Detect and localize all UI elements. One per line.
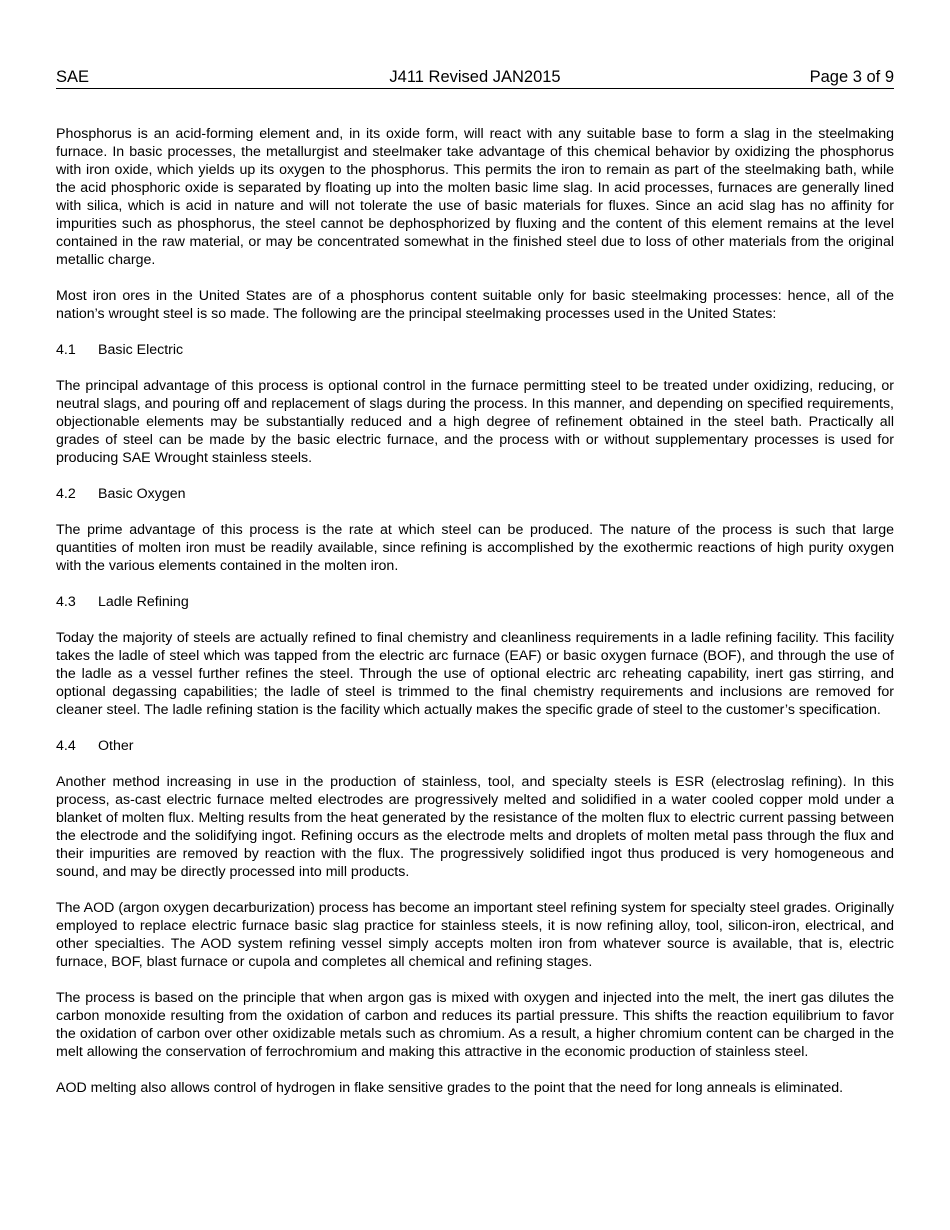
document-page — [56, 66, 894, 1115]
section-heading-4-2 — [56, 485, 894, 503]
paragraph-aod-hydrogen: AOD melting also allows control of hydrogen in flake sensitive grades to the point that the need for long anneals is eliminated. — [56, 1080, 844, 1096]
section-number: 4.3 — [56, 594, 76, 610]
paragraph-basic-electric: The principal advantage of this process is optional control in the furnace permitting steel to be treated under oxidizing, reducing, or neutral slags, and pouring off and replacement of slags during the process. In this manner, and depending on specified requirements, objectionable elements may be substantially reduced and a high degree of refinement obtained in the steel bath. Practically all grades of steel can be made by the basic electric furnace, and the process with or without supplementary processes is used for producing SAE Wrought stainless steels. — [56, 378, 894, 466]
section-title: Basic Oxygen — [98, 486, 186, 502]
section-number: 4.2 — [56, 486, 76, 502]
paragraph-iron-ores: Most iron ores in the United States are of a phosphorus content suitable only for basic steelmaking processes: hence, all of the nation’s wrought steel is so made. The following are the principal steelmaking processes used in the United States: — [56, 288, 894, 322]
section-number: 4.4 — [56, 738, 76, 754]
paragraph-aod-principle: The process is based on the principle that when argon gas is mixed with oxygen and injected into the melt, the inert gas dilutes the carbon monoxide resulting from the oxidation of carbon and reduces its partial pressure. This shifts the reaction equilibrium to favor the oxidation of carbon over other oxidizable metals such as chromium. As a result, a higher chromium content can be charged in the melt allowing the conservation of ferrochromium and making this attractive in the economic production of stainless steel. — [56, 990, 894, 1060]
section-heading-4-4 — [56, 737, 894, 755]
section-heading-4-1 — [56, 341, 894, 359]
paragraph-phosphorus: Phosphorus is an acid-forming element and, in its oxide form, will react with any suitable base to form a slag in the steelmaking furnace. In basic processes, the metallurgist and steelmaker take advantage of this chemical behavior by oxidizing the phosphorus with iron oxide, which yields up its oxygen to the phosphorus. This permits the iron to remain as part of the steelmaking bath, while the acid phosphoric oxide is separated by floating up into the molten basic lime slag. In acid processes, furnaces are generally lined with silica, which is acid in nature and will not tolerate the use of basic materials for fluxes. Since an acid slag has no affinity for impurities such as phosphorus, the steel cannot be dephosphorized by fluxing and the content of this element remains at the level contained in the raw material, or may be concentrated somewhat in the finished steel due to loss of other materials from the original metallic charge. — [56, 126, 894, 268]
header-doc-id: J411 Revised JAN2015 — [389, 68, 561, 86]
paragraph-basic-oxygen: The prime advantage of this process is the rate at which steel can be produced. The nature of the process is such that large quantities of molten iron must be readily available, since refining is accomplished by the exothermic reactions of high purity oxygen with the various elements contained in the molten iron. — [56, 522, 894, 574]
paragraph-aod-intro: The AOD (argon oxygen decarburization) process has become an important steel refining system for specialty steel grades. Originally employed to replace electric furnace basic slag practice for stainless steels, it is now refining alloy, tool, silicon-iron, electrical, and other specialties. The AOD system refining vessel simply accepts molten iron from whatever source is available, that is, electric furnace, BOF, blast furnace or cupola and completes all chemical and refining stages. — [56, 900, 894, 970]
section-title: Ladle Refining — [98, 594, 189, 610]
page-header — [56, 66, 894, 89]
section-heading-4-3 — [56, 593, 894, 611]
header-org: SAE — [56, 68, 90, 86]
section-number: 4.1 — [56, 342, 76, 358]
section-title: Other — [98, 738, 134, 754]
header-page-number: Page 3 of 9 — [809, 68, 894, 86]
paragraph-esr: Another method increasing in use in the production of stainless, tool, and specialty steels is ESR (electroslag refining). In this process, as-cast electric furnace melted electrodes are progressively melted and solidified in a water cooled copper mold under a blanket of molten flux. Melting results from the heat generated by the resistance of the molten flux to electric current passing between the electrode and the solidifying ingot. Refining occurs as the electrode melts and droplets of molten metal pass through the flux and their impurities are removed by reaction with the flux. The progressively solidified ingot thus produced is very homogeneous and sound, and may be directly processed into mill products. — [56, 774, 894, 880]
paragraph-ladle-refining: Today the majority of steels are actually refined to final chemistry and cleanliness requirements in a ladle refining facility. This facility takes the ladle of steel which was tapped from the electric arc furnace (EAF) or basic oxygen furnace (BOF), and through the use of the ladle as a vessel further refines the steel. Through the use of optional electric arc reheating capability, inert gas stirring, and optional degassing capabilities; the ladle of steel is trimmed to the final chemistry requirements and inclusions are removed for cleaner steel. The ladle refining station is the facility which actually makes the specific grade of steel to the customer’s specification. — [56, 630, 894, 718]
document-body — [56, 125, 894, 1097]
section-title: Basic Electric — [98, 342, 184, 358]
